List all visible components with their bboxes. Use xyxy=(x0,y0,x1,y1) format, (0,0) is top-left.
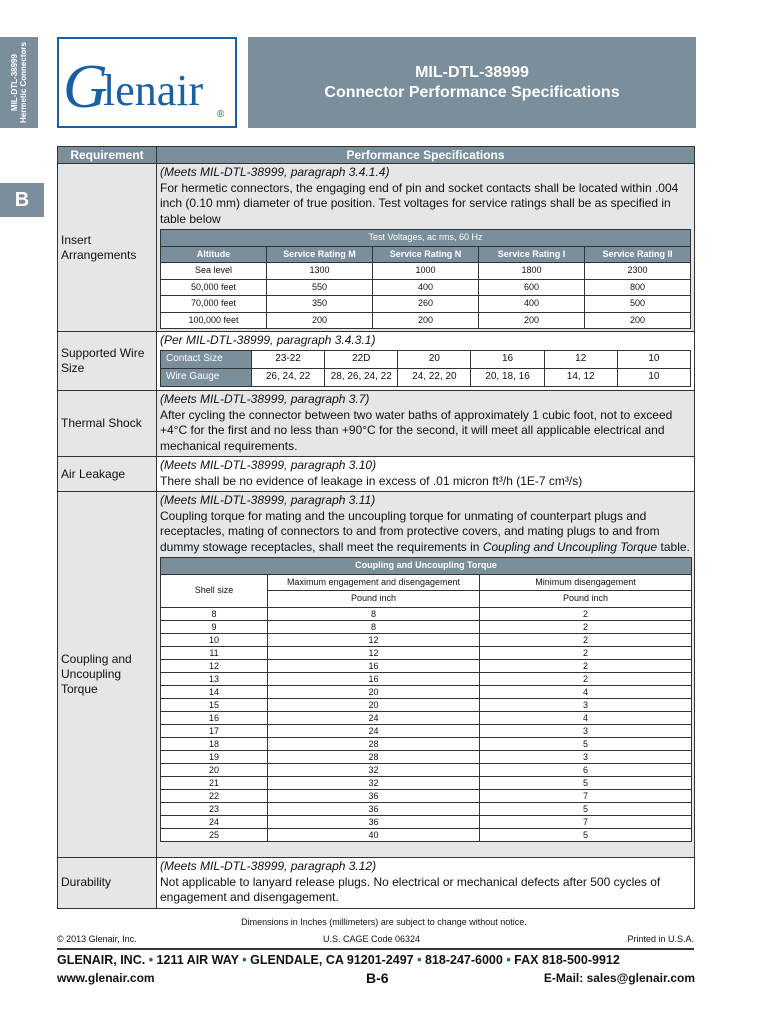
voltage-cell: 100,000 feet xyxy=(161,312,267,329)
voltage-cell: 800 xyxy=(585,279,691,296)
torque-row xyxy=(161,724,692,737)
torque-cell: 20 xyxy=(268,685,480,698)
torque-cell: 16 xyxy=(161,711,268,724)
torque-cell: 2 xyxy=(480,633,692,646)
torque-cell: 3 xyxy=(480,750,692,763)
voltage-cell: 200 xyxy=(373,312,479,329)
logo-g: G xyxy=(63,53,108,121)
thermal-text: After cycling the connector between two water baths of approximately 1 cubic foot, not to exceed +4°C for the first and no less than +90°C for the second, it will meet all applicable electrical and mechanical requirements. xyxy=(160,407,673,453)
torque-cell: 32 xyxy=(268,763,480,776)
wire-gauge-cell: 14, 12 xyxy=(544,368,617,386)
voltage-cell: 200 xyxy=(267,312,373,329)
torque-cell: 36 xyxy=(268,789,480,802)
printed-in: Printed in U.S.A. xyxy=(627,934,694,944)
torque-cell: 8 xyxy=(268,620,480,633)
voltage-cell: 260 xyxy=(373,296,479,313)
torque-cell: 24 xyxy=(161,815,268,828)
torque-cell: 6 xyxy=(480,763,692,776)
min-disengagement-header: Minimum disengagement xyxy=(480,574,692,591)
torque-cell: 16 xyxy=(268,659,480,672)
torque-row xyxy=(161,672,692,685)
torque-cell: 2 xyxy=(480,607,692,620)
voltage-cell: 200 xyxy=(585,312,691,329)
thermal-ref: (Meets MIL-DTL-38999, paragraph 3.7) xyxy=(160,392,370,406)
torque-cell: 3 xyxy=(480,698,692,711)
torque-cell: 20 xyxy=(161,763,268,776)
voltage-cell: 1800 xyxy=(479,263,585,280)
col-performance: Performance Specifications xyxy=(157,147,695,164)
torque-row xyxy=(161,750,692,763)
req-durability: Durability xyxy=(58,858,157,909)
spec-supported-wire-size xyxy=(157,332,695,391)
spec-table xyxy=(57,146,695,909)
contact-size-cell: 22D xyxy=(325,350,398,368)
wire-gauge-cell: 20, 18, 16 xyxy=(471,368,544,386)
coupling-table-ref: Coupling and Uncoupling Torque xyxy=(482,539,658,554)
wire-gauge-label: Wire Gauge xyxy=(161,368,252,386)
torque-row xyxy=(161,828,692,841)
torque-row xyxy=(161,620,692,633)
torque-row xyxy=(161,737,692,750)
footer-note: Dimensions in Inches (millimeters) are subject to change without notice. xyxy=(241,917,527,927)
air-text: There shall be no evidence of leakage in excess of .01 micron ft³/h (1E-7 cm³/s) xyxy=(160,473,583,488)
torque-cell: 10 xyxy=(161,633,268,646)
website-link[interactable]: www.glenair.com xyxy=(57,971,155,985)
req-coupling-torque: Coupling and Uncoupling Torque xyxy=(58,492,157,858)
torque-row xyxy=(161,659,692,672)
contact-size-cell: 10 xyxy=(617,350,690,368)
torque-cell: 11 xyxy=(161,646,268,659)
phone: 818-247-6000 xyxy=(424,953,503,967)
header-title-line2: Connector Performance Specifications xyxy=(324,83,620,101)
spec-thermal-shock xyxy=(157,391,695,457)
torque-cell: 15 xyxy=(161,698,268,711)
voltage-row xyxy=(161,312,691,329)
torque-cell: 22 xyxy=(161,789,268,802)
torque-row xyxy=(161,789,692,802)
footer-divider xyxy=(57,948,694,950)
torque-cell: 28 xyxy=(268,750,480,763)
insert-text: For hermetic connectors, the engaging end of pin and socket contacts shall be located within .004 inch (0.10 mm) diameter of true position. Test voltages for service ratings shall be as specified in table below xyxy=(160,180,679,226)
side-tab-line1: MIL-DTL-38999 xyxy=(10,54,19,111)
torque-cell: 2 xyxy=(480,620,692,633)
max-engagement-header: Maximum engagement and disengagement xyxy=(268,574,480,591)
torque-cell: 2 xyxy=(480,672,692,685)
spec-durability xyxy=(157,858,695,909)
torque-cell: 36 xyxy=(268,802,480,815)
torque-cell: 4 xyxy=(480,685,692,698)
unit-max: Pound inch xyxy=(268,591,480,608)
logo-trademark: ® xyxy=(217,109,225,120)
torque-cell: 16 xyxy=(268,672,480,685)
durability-text: Not applicable to lanyard release plugs. No electrical or mechanical defects after 500 cycles of engagement and disengagement. xyxy=(160,874,661,904)
col-requirement: Requirement xyxy=(58,147,157,164)
voltage-cell: 200 xyxy=(479,312,585,329)
spec-coupling-torque xyxy=(157,492,695,858)
voltage-header: Service Rating II xyxy=(585,246,691,263)
coupling-ref: (Meets MIL-DTL-38999, paragraph 3.11) xyxy=(160,493,376,507)
side-tab-line2: Hermetic Connectors xyxy=(19,42,28,123)
cage-code: U.S. CAGE Code 06324 xyxy=(323,934,421,944)
torque-cell: 5 xyxy=(480,828,692,841)
torque-row xyxy=(161,646,692,659)
page-number: B-6 xyxy=(366,970,389,986)
torque-cell: 5 xyxy=(480,802,692,815)
torque-row xyxy=(161,685,692,698)
torque-cell: 3 xyxy=(480,724,692,737)
city: GLENDALE, CA 91201-2497 xyxy=(250,953,414,967)
torque-cell: 5 xyxy=(480,776,692,789)
wire-table xyxy=(160,350,691,387)
voltage-cell: Sea level xyxy=(161,263,267,280)
glenair-logo xyxy=(57,37,237,128)
voltage-caption: Test Voltages, ac rms, 60 Hz xyxy=(161,230,691,247)
fax: FAX 818-500-9912 xyxy=(514,953,620,967)
torque-cell: 7 xyxy=(480,815,692,828)
voltage-header: Service Rating I xyxy=(479,246,585,263)
company-address: GLENAIR, INC. • 1211 AIR WAY • GLENDALE, CA 91201-2497 • 818-247-6000 • FAX 818-500-9912 xyxy=(57,953,620,967)
wire-gauge-cell: 28, 26, 24, 22 xyxy=(325,368,398,386)
torque-row xyxy=(161,633,692,646)
voltage-cell: 550 xyxy=(267,279,373,296)
torque-cell: 18 xyxy=(161,737,268,750)
voltage-header: Altitude xyxy=(161,246,267,263)
torque-row xyxy=(161,802,692,815)
side-tab xyxy=(0,37,38,128)
torque-cell: 13 xyxy=(161,672,268,685)
torque-cell: 12 xyxy=(161,659,268,672)
voltage-cell: 2300 xyxy=(585,263,691,280)
voltage-cell: 400 xyxy=(479,296,585,313)
voltage-cell: 1300 xyxy=(267,263,373,280)
torque-cell: 8 xyxy=(161,607,268,620)
spec-air-leakage xyxy=(157,457,695,492)
torque-row xyxy=(161,698,692,711)
voltage-header: Service Rating M xyxy=(267,246,373,263)
torque-cell: 2 xyxy=(480,646,692,659)
torque-cell: 25 xyxy=(161,828,268,841)
torque-cell: 4 xyxy=(480,711,692,724)
unit-min: Pound inch xyxy=(480,591,692,608)
durability-ref: (Meets MIL-DTL-38999, paragraph 3.12) xyxy=(160,859,377,873)
wire-ref: (Per MIL-DTL-38999, paragraph 3.4.3.1) xyxy=(160,333,376,347)
section-letter-tab: B xyxy=(0,183,44,217)
voltage-row xyxy=(161,279,691,296)
torque-cell: 12 xyxy=(268,646,480,659)
contact-size-label: Contact Size xyxy=(161,350,252,368)
voltage-cell: 1000 xyxy=(373,263,479,280)
torque-cell: 23 xyxy=(161,802,268,815)
voltage-cell: 500 xyxy=(585,296,691,313)
torque-row xyxy=(161,776,692,789)
torque-cell: 2 xyxy=(480,659,692,672)
voltage-cell: 50,000 feet xyxy=(161,279,267,296)
header-title-line1: MIL-DTL-38999 xyxy=(415,63,529,81)
voltage-row xyxy=(161,263,691,280)
voltage-cell: 70,000 feet xyxy=(161,296,267,313)
contact-size-cell: 16 xyxy=(471,350,544,368)
torque-table xyxy=(160,557,692,842)
torque-cell: 32 xyxy=(268,776,480,789)
torque-row xyxy=(161,607,692,620)
req-insert-arrangements: Insert Arrangements xyxy=(58,164,157,332)
logo-text: lenair xyxy=(103,66,204,115)
spec-insert-arrangements xyxy=(157,164,695,332)
torque-cell: 36 xyxy=(268,815,480,828)
voltage-cell: 350 xyxy=(267,296,373,313)
voltage-cell: 400 xyxy=(373,279,479,296)
coupling-text: Coupling torque for mating and the uncoupling torque for unmating of counterpart plugs and receptacles, mating of connectors to and from protective covers, and mating plugs to and from dummy stowage receptacles, shall meet the requirements in Coupling and Uncoupling Torque table. xyxy=(160,508,690,554)
voltage-table xyxy=(160,229,691,329)
torque-cell: 40 xyxy=(268,828,480,841)
wire-gauge-cell: 26, 24, 22 xyxy=(252,368,325,386)
torque-cell: 14 xyxy=(161,685,268,698)
copyright: © 2013 Glenair, Inc. xyxy=(57,934,137,944)
torque-cell: 17 xyxy=(161,724,268,737)
torque-cell: 24 xyxy=(268,711,480,724)
torque-cell: 28 xyxy=(268,737,480,750)
torque-caption: Coupling and Uncoupling Torque xyxy=(161,558,692,575)
req-supported-wire-size: Supported Wire Size xyxy=(58,332,157,391)
voltage-cell: 600 xyxy=(479,279,585,296)
insert-ref: (Meets MIL-DTL-38999, paragraph 3.4.1.4) xyxy=(160,165,390,179)
email-link[interactable]: E-Mail: sales@glenair.com xyxy=(543,971,695,985)
torque-cell: 8 xyxy=(268,607,480,620)
street: 1211 AIR WAY xyxy=(156,953,239,967)
torque-cell: 5 xyxy=(480,737,692,750)
wire-gauge-cell: 10 xyxy=(617,368,690,386)
torque-cell: 7 xyxy=(480,789,692,802)
contact-size-cell: 23-22 xyxy=(252,350,325,368)
torque-cell: 9 xyxy=(161,620,268,633)
header-banner xyxy=(248,37,696,128)
torque-row xyxy=(161,711,692,724)
torque-cell: 24 xyxy=(268,724,480,737)
torque-cell: 21 xyxy=(161,776,268,789)
torque-cell: 20 xyxy=(268,698,480,711)
air-ref: (Meets MIL-DTL-38999, paragraph 3.10) xyxy=(160,458,377,472)
contact-size-cell: 12 xyxy=(544,350,617,368)
wire-gauge-cell: 24, 22, 20 xyxy=(398,368,471,386)
torque-row xyxy=(161,815,692,828)
contact-size-cell: 20 xyxy=(398,350,471,368)
torque-cell: 12 xyxy=(268,633,480,646)
torque-cell: 19 xyxy=(161,750,268,763)
torque-row xyxy=(161,763,692,776)
shell-size-header: Shell size xyxy=(161,574,268,607)
company-name: GLENAIR, INC. xyxy=(57,953,146,967)
voltage-header: Service Rating N xyxy=(373,246,479,263)
req-air-leakage: Air Leakage xyxy=(58,457,157,492)
voltage-row xyxy=(161,296,691,313)
req-thermal-shock: Thermal Shock xyxy=(58,391,157,457)
